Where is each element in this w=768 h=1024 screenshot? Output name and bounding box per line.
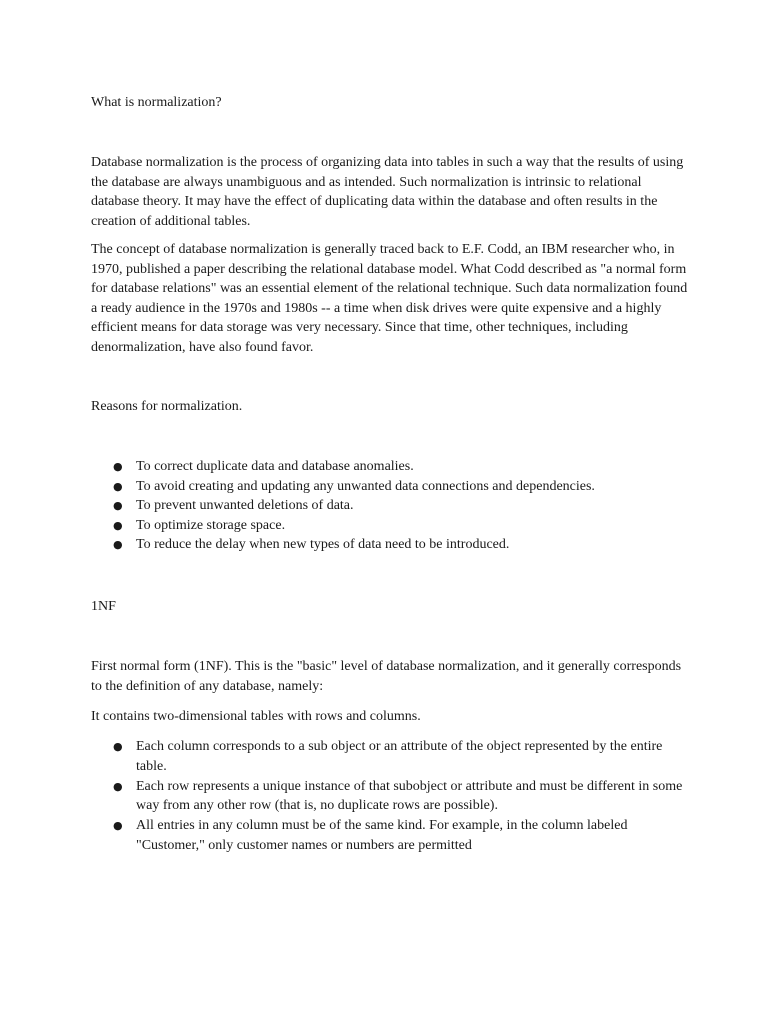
bullet-icon: ● [113,479,123,493]
bullet-icon: ● [113,518,123,532]
reasons-list [91,457,691,555]
list-item [91,535,691,555]
bullet-icon: ● [113,499,123,512]
concept-paragraph: The concept of database normalization is generally traced back to E.F. Codd, an IBM researcher who, in 1970, published a paper describing the relational database model. What Codd described as "a normal form for database relations" was an essential element of the relational technique. Such data normalization found a ready audience in the 1970s and 1980s -- a time when disk drives were quite expensive and a highly efficient means for data storage was very necessary. Since that time, other techniques, including denormalization, have also found favor. [91,242,688,355]
list-item-text: To correct duplicate data and database anomalies. [136,459,414,474]
bullet-icon: ● [113,819,123,832]
list-item-text: To prevent unwanted deletions of data. [136,498,354,513]
heading-what-is-normalization: What is normalization? [91,95,222,110]
first-normal-form-paragraph: First normal form (1NF). This is the "basic" level of database normalization, and it generally corresponds to the definition of any database, namely: [91,659,682,694]
intro-paragraph: Database normalization is the process of organizing data into tables in such a way that the results of using the database are always unambiguous and as intended. Such normalization is intrinsic to relational database theory. It may have the effect of duplicating data within the database and often results in the creation of additional tables. [91,155,684,229]
list-item [91,496,691,516]
contains-paragraph: It contains two-dimensional tables with rows and columns. [91,709,421,724]
list-item-text: To avoid creating and updating any unwanted data connections and dependencies. [136,478,595,494]
bullet-icon: ● [113,740,123,753]
list-item [91,477,691,497]
list-item-text: Each column corresponds to a sub object or an attribute of the object represented by the entire table. [136,739,663,774]
list-item-text: Each row represents a unique instance of that subobject or attribute and must be different in some way from any other row (that is, no duplicate rows are possible). [136,778,683,813]
list-item [91,816,691,855]
list-item [91,457,691,477]
list-item [91,777,691,816]
list-item-text: To reduce the delay when new types of data need to be introduced. [136,537,510,552]
heading-1nf: 1NF [91,599,116,614]
list-item [91,737,691,776]
bullet-icon: ● [113,538,123,551]
list-item-text: To optimize storage space. [136,517,286,533]
first-normal-form-list [91,737,691,856]
bullet-icon: ● [113,460,123,473]
bullet-icon: ● [113,779,123,793]
heading-reasons-for-normalization: Reasons for normalization. [91,399,243,414]
list-item [91,516,691,536]
list-item-text: All entries in any column must be of the same kind. For example, in the column labeled "Customer," only customer names or numbers are permitted [136,818,628,853]
